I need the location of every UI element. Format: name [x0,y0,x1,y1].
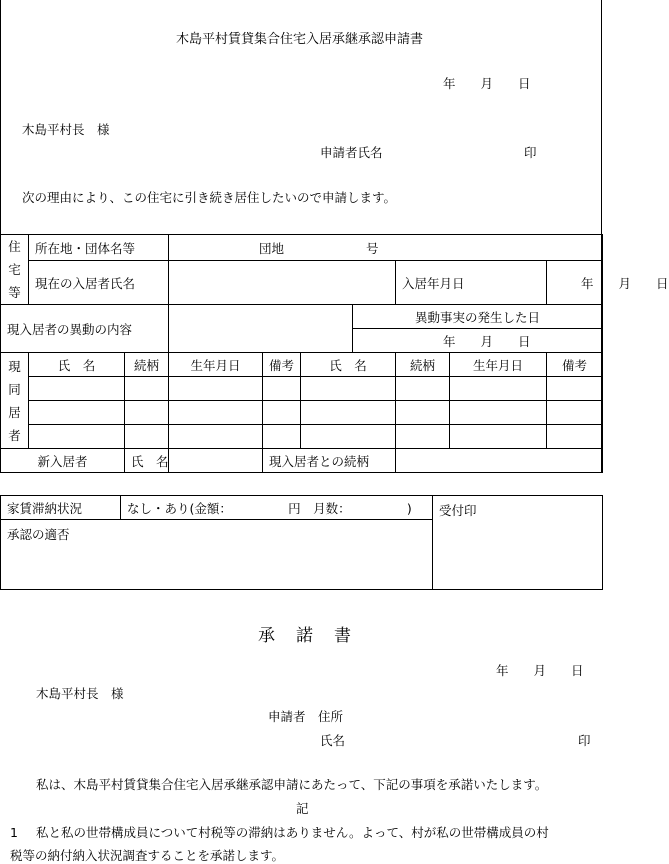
consent-seal: 印 [578,733,591,748]
form-date-label: 年 月 日 [443,76,531,91]
receipt-stamp-label: 受付印 [439,503,477,518]
consent-item1-line1: 私と私の世帯構成員について村税等の滞納はありません。よって、村が私の世帯構成員の村 [36,825,549,840]
form-title: 木島平村賃貸集合住宅入居承継承認申請書 [176,32,424,47]
new-resident-name-label: 氏 名 [125,449,169,473]
change-content-field[interactable] [169,305,353,353]
col-header-remarks: 備考 [263,353,301,377]
consent-statement: 私は、木島平村賃貸集合住宅入居承継承認申請にあたって、下記の事項を承諾いたします。 [36,777,548,792]
consent-date-label: 年 月 日 [496,663,584,678]
new-resident-name-field[interactable] [169,449,263,473]
change-content-label: 現入居者の異動の内容 [1,305,169,353]
current-resident-field[interactable] [169,261,396,305]
location-label: 所在地・団体名等 [29,235,169,261]
current-resident-label: 現在の入居者氏名 [29,261,169,305]
application-table [0,234,669,473]
change-date-label: 異動事実の発生した日 [353,305,603,329]
consent-name-label: 氏名 [320,733,346,748]
cohabitant-row [1,401,603,425]
applicant-name-label: 申請者氏名 [320,145,383,160]
consent-addressee: 木島平村長 様 [36,686,124,701]
rent-arrears-label: 家賃滞納状況 [1,496,121,520]
relation-field[interactable] [396,449,603,473]
new-resident-label: 新入居者 [1,449,125,473]
change-date-field[interactable]: 年 月 日 [353,329,603,353]
cohabitant-row [1,377,603,401]
approval-label: 承認の適否 [7,527,70,542]
col-header-remarks: 備考 [547,353,603,377]
cohabitant-row [1,425,603,449]
consent-ki: 記 [296,801,309,816]
applicant-seal: 印 [524,145,537,160]
col-header-name: 氏 名 [301,353,396,377]
receipt-stamp-area [433,496,603,590]
jutaku-vertical-label: 住 宅 等 [1,235,29,305]
form-addressee: 木島平村長 様 [22,122,110,137]
col-header-birthdate: 生年月日 [450,353,547,377]
col-header-relation: 続柄 [125,353,169,377]
danchi-label: 団地 [259,240,285,256]
approval-area[interactable] [1,520,433,590]
gou-label: 号 [366,240,379,256]
consent-item1-line2: 税等の納付納入状況調査することを承諾します。 [10,848,285,863]
consent-item1-number: 1 [10,825,18,840]
location-field[interactable] [169,235,603,261]
approval-table [0,495,603,590]
consent-address-label: 申請者 住所 [268,709,344,724]
cohabitant-vertical-label: 現 同 居 者 [1,353,29,449]
col-header-relation: 続柄 [396,353,450,377]
move-in-date-field[interactable]: 年 月 日 [547,261,603,305]
move-in-date-label: 入居年月日 [396,261,547,305]
consent-title: 承 諾 書 [258,626,353,646]
relation-label: 現入居者との続柄 [263,449,396,473]
col-header-name: 氏 名 [29,353,125,377]
form-intro-text: 次の理由により、この住宅に引き続き居住したいので申請します。 [22,190,397,205]
col-header-birthdate: 生年月日 [169,353,263,377]
rent-arrears-field[interactable]: なし・あり(金額： 円 月数： ) [121,496,433,520]
